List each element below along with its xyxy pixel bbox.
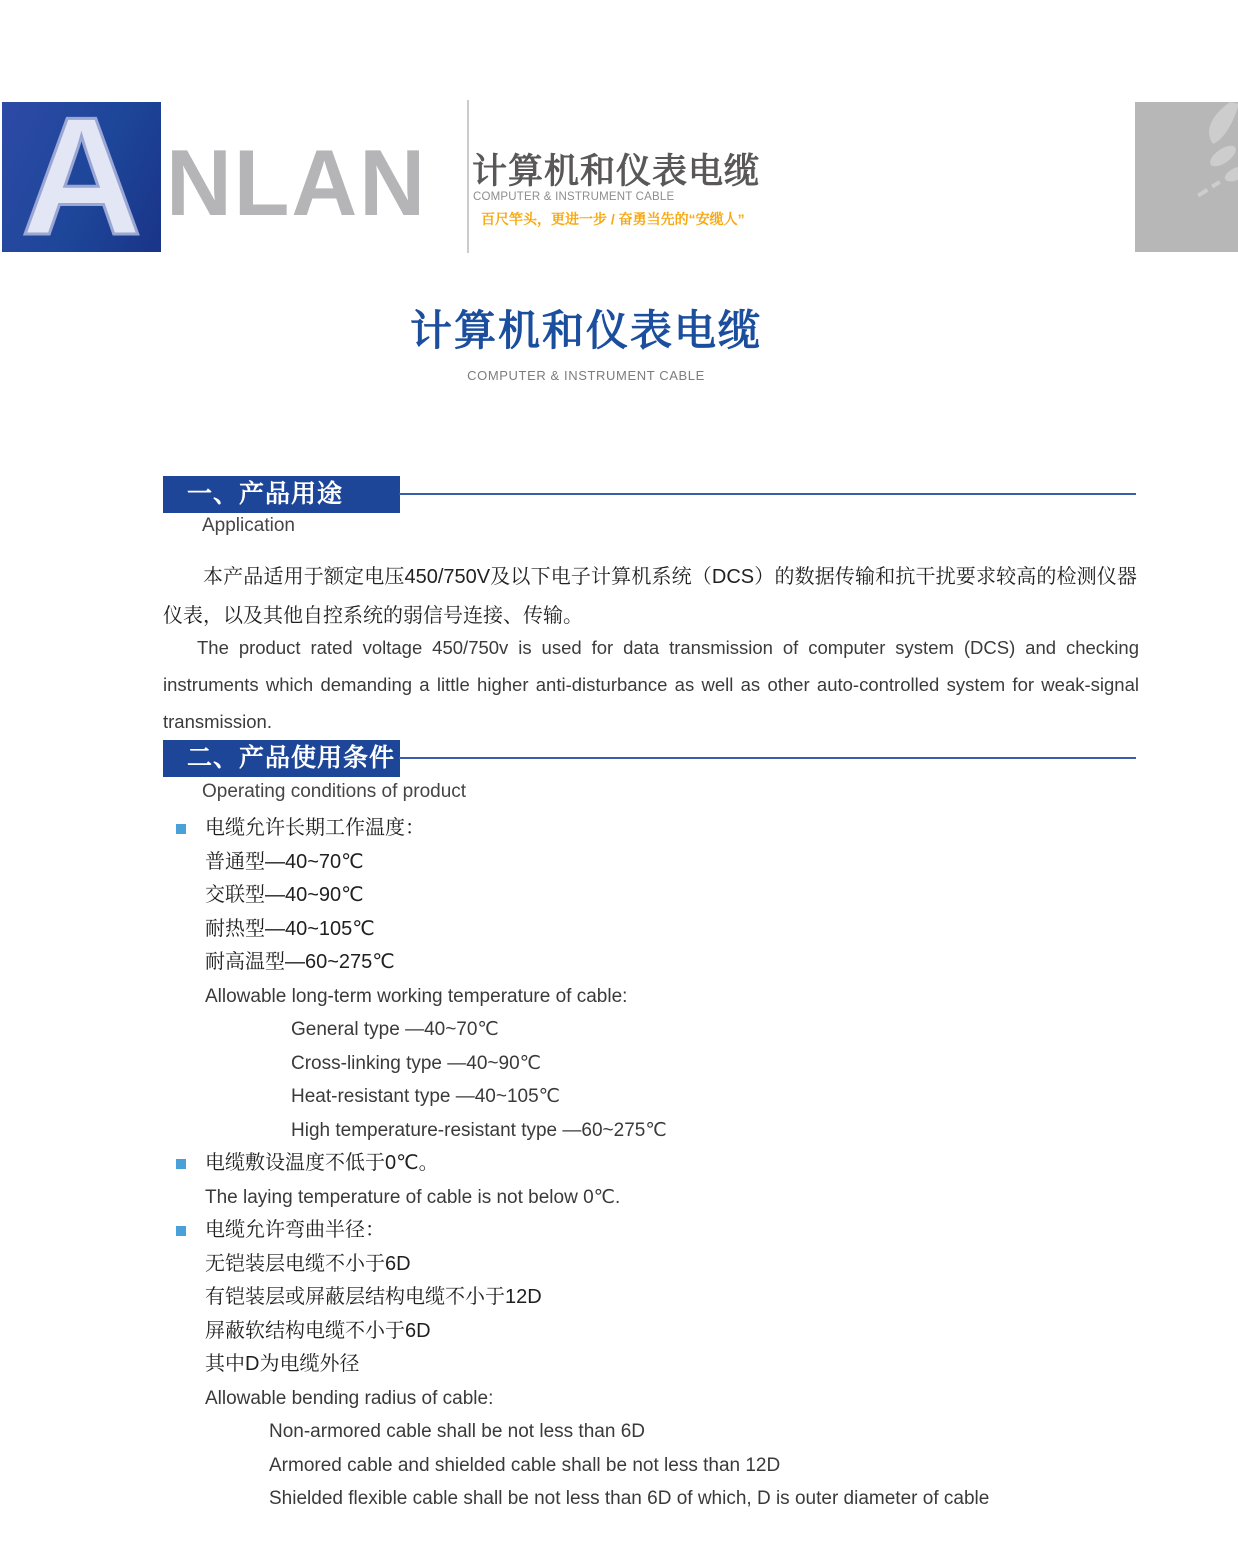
- list-item-text: 电缆允许弯曲半径：: [205, 1219, 385, 1241]
- list-item: [163, 1482, 1143, 1516]
- list-item: [163, 1315, 1143, 1349]
- header-title-cn: 计算机和仪表电缆: [472, 152, 761, 191]
- list-item-text: 有铠装层或屏蔽层结构电缆不小于12D: [205, 1286, 542, 1308]
- list-item: [163, 812, 1143, 846]
- bullet-square-icon: [176, 1226, 186, 1236]
- list-item: [163, 879, 1143, 913]
- bullet-square-icon: [176, 1159, 186, 1169]
- list-item-text: 屏蔽软结构电缆不小于6D: [205, 1319, 431, 1342]
- list-item-text: 无铠装层电缆不小于6D: [205, 1252, 411, 1275]
- list-item-text: 耐高温型—60~275℃: [205, 951, 395, 973]
- section-1-rule: [399, 493, 1136, 495]
- list-item: [163, 1248, 1143, 1282]
- list-item-text: Shielded flexible cable shall be not less than 6D of which, D is outer diameter of cable: [269, 1488, 990, 1509]
- leaf-icon: [1135, 102, 1238, 252]
- list-item: [163, 1013, 1143, 1047]
- list-item-text: 交联型—40~90℃: [205, 884, 364, 906]
- section-1-heading: 一、产品用途: [163, 476, 400, 513]
- list-item-text: Armored cable and shielded cable shall be not less than 12D: [269, 1454, 781, 1476]
- list-item: [163, 1047, 1143, 1081]
- application-paragraph-en: The product rated voltage 450/750v is used for data transmission of computer system (DCS) and checking instruments which demanding a little higher anti-disturbance as well as other auto-controlled system for weak-signal transmission.: [163, 637, 1139, 732]
- header-slogan: 百尺竿头，更进一步 / 奋勇当先的“安缆人”: [481, 211, 745, 227]
- section-2-heading-en: Operating conditions of product: [202, 781, 467, 802]
- list-item: [163, 1415, 1143, 1449]
- list-item: [163, 1214, 1143, 1248]
- list-item-text: Cross-linking type —40~90℃: [291, 1052, 541, 1074]
- anlan-logo: [2, 102, 161, 252]
- application-paragraph-cn: 本产品适用于额定电压450/750V及以下电子计算机系统（DCS）的数据传输和抗干扰要求较高的检测仪器仪表，以及其他自控系统的弱信号连接、传输。: [163, 566, 1137, 627]
- list-item: [163, 1348, 1143, 1382]
- list-item: [163, 1080, 1143, 1114]
- list-item-text: 普通型—40~70℃: [205, 850, 364, 873]
- hero-block: [0, 298, 1172, 383]
- list-item: [163, 913, 1143, 947]
- list-item: [163, 846, 1143, 880]
- list-item: [163, 1147, 1143, 1181]
- list-item: [163, 980, 1143, 1014]
- list-item: [163, 1449, 1143, 1483]
- list-item-text: The laying temperature of cable is not below 0℃.: [205, 1186, 621, 1208]
- list-item-text: General type —40~70℃: [291, 1019, 499, 1040]
- list-item-text: Allowable bending radius of cable:: [205, 1387, 494, 1409]
- page-subtitle: COMPUTER & INSTRUMENT CABLE: [467, 368, 705, 383]
- list-item: [163, 1181, 1143, 1215]
- logo-a-icon: A: [20, 102, 143, 252]
- header-divider: [467, 100, 469, 253]
- header-title-en: COMPUTER & INSTRUMENT CABLE: [473, 191, 675, 203]
- logo-wordmark: NLAN: [166, 130, 428, 235]
- page-title: 计算机和仪表电缆: [409, 307, 762, 354]
- list-item-text: 耐热型—40~105℃: [205, 917, 375, 940]
- list-item: [163, 946, 1143, 980]
- list-item: [163, 1382, 1143, 1416]
- list-item-text: Allowable long-term working temperature of cable:: [205, 985, 628, 1007]
- section-1-heading-en: Application: [202, 515, 295, 536]
- conditions-list: [163, 812, 1143, 1516]
- list-item-text: 电缆敷设温度不低于0℃。: [205, 1152, 439, 1174]
- list-item-text: 电缆允许长期工作温度：: [205, 817, 425, 839]
- corner-decoration: [1135, 102, 1238, 252]
- section-2-heading: 二、产品使用条件: [163, 740, 400, 777]
- section-2-rule: [399, 757, 1136, 759]
- list-item: [163, 1114, 1143, 1148]
- list-item-text: High temperature-resistant type —60~275℃: [291, 1119, 667, 1141]
- list-item-text: Heat-resistant type —40~105℃: [291, 1086, 561, 1107]
- bullet-square-icon: [176, 824, 186, 834]
- list-item-text: 其中D为电缆外径: [205, 1353, 360, 1375]
- list-item-text: Non-armored cable shall be not less than 6D: [269, 1421, 645, 1442]
- list-item: [163, 1281, 1143, 1315]
